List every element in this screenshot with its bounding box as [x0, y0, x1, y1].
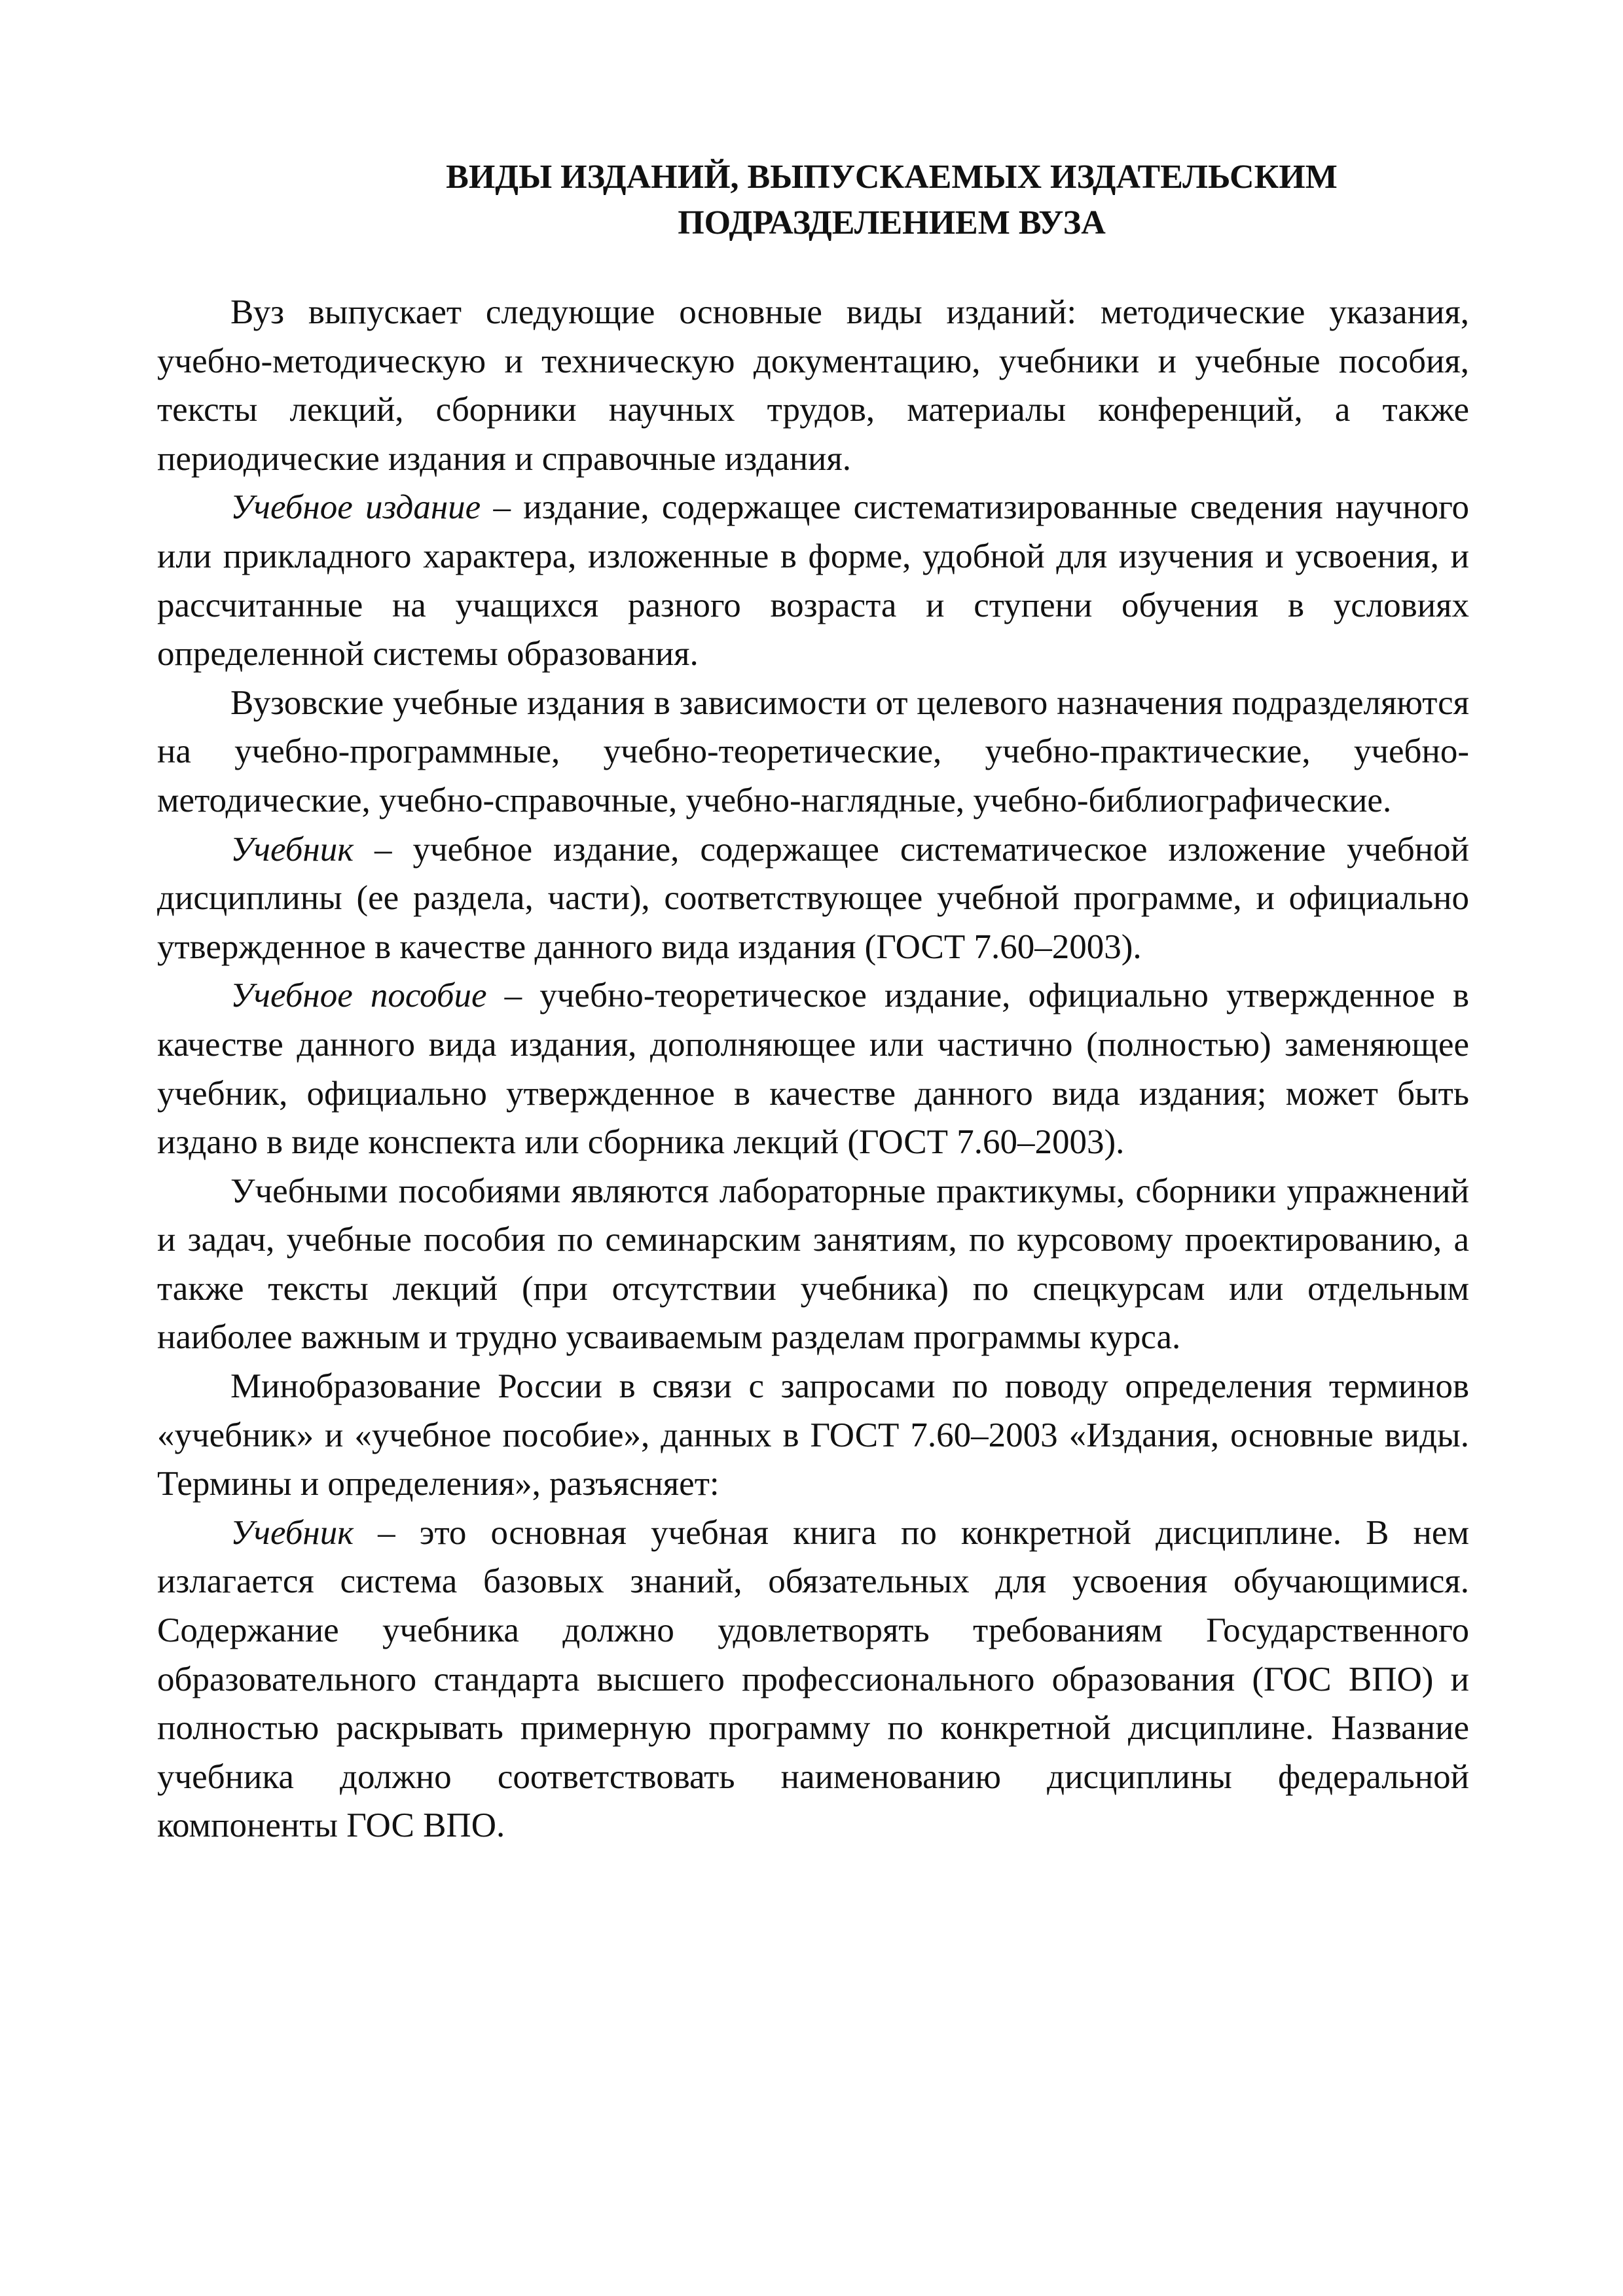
document-body — [157, 288, 1469, 1850]
paragraph-intro — [157, 288, 1469, 483]
paragraph-text: – учебное издание, содержащее систематическое изложение учебной дисциплины (ее раздела, части), соответствующее учебной программе, и официально утвержденное в качестве данного вида издания (ГОСТ 7.60–2003). — [157, 830, 1469, 966]
page-title — [157, 154, 1623, 246]
title-line-1: ВИДЫ ИЗДАНИЙ, ВЫПУСКАЕМЫХ ИЗДАТЕЛЬСКИМ — [446, 158, 1338, 196]
paragraph-definition-textbook — [157, 825, 1469, 972]
title-line-2: ПОДРАЗДЕЛЕНИЕМ ВУЗА — [678, 204, 1106, 242]
paragraph-text: Вузовские учебные издания в зависимости от целевого назначения подразделяются на учебно-программные, учебно-теоретические, учебно-практические, учебно-методические, учебно-справочные, учебно-наглядные, учебно-библиографические. — [157, 683, 1469, 819]
paragraph-textbook-explanation — [157, 1509, 1469, 1850]
paragraph-text: Учебными пособиями являются лабораторные практикумы, сборники упражнений и задач, учебные пособия по семинарским занятиям, по курсовому проектированию, а также тексты лекций (при отсутствии учебника) по спецкурсам или отдельным наиболее важным и трудно усваиваемым разделам программы курса. — [157, 1172, 1469, 1357]
paragraph-term: Учебник — [230, 1513, 354, 1552]
paragraph-ministry-clarification — [157, 1362, 1469, 1509]
paragraph-text: Минобразование России в связи с запросами по поводу определения терминов «учебник» и «учебное пособие», данных в ГОСТ 7.60–2003 «Издания, основные виды. Термины и определения», разъясняет: — [157, 1367, 1469, 1503]
paragraph-text: – издание, содержащее систематизированные сведения научного или прикладного характера, изложенные в форме, удобной для изучения и усвоения, и рассчитанные на учащихся разного возраста и ступени обучения в условиях определенной системы образования. — [157, 488, 1469, 673]
paragraph-study-guide-types — [157, 1167, 1469, 1362]
paragraph-term: Учебное пособие — [230, 977, 487, 1015]
paragraph-term: Учебник — [230, 830, 354, 869]
paragraph-university-editions — [157, 679, 1469, 825]
paragraph-text: Вуз выпускает следующие основные виды изданий: методические указания, учебно-методическую и техническую документацию, учебники и учебные пособия, тексты лекций, сборники научных трудов, материалы конференций, а также периодические издания и справочные издания. — [157, 293, 1469, 478]
paragraph-definition-educational-edition — [157, 483, 1469, 678]
paragraph-text: – это основная учебная книга по конкретной дисциплине. В нем излагается система базовых знаний, обязательных для усвоения обучающимися. Содержание учебника должно удовлетворять требованиям Государственного образовательного стандарта высшего профессионального образования (ГОС ВПО) и полностью раскрывать примерную программу по конкретной дисциплине. Название учебника должно соответствовать наименованию дисциплины федеральной компоненты ГОС ВПО. — [157, 1513, 1469, 1845]
paragraph-definition-study-guide — [157, 971, 1469, 1166]
paragraph-text: – учебно-теоретическое издание, официально утвержденное в качестве данного вида издания, дополняющее или частично (полностью) заменяющее учебник, официально утвержденное в качестве данного вида издания; может быть издано в виде конспекта или сборника лекций (ГОСТ 7.60–2003). — [157, 977, 1469, 1162]
paragraph-term: Учебное издание — [230, 488, 481, 527]
